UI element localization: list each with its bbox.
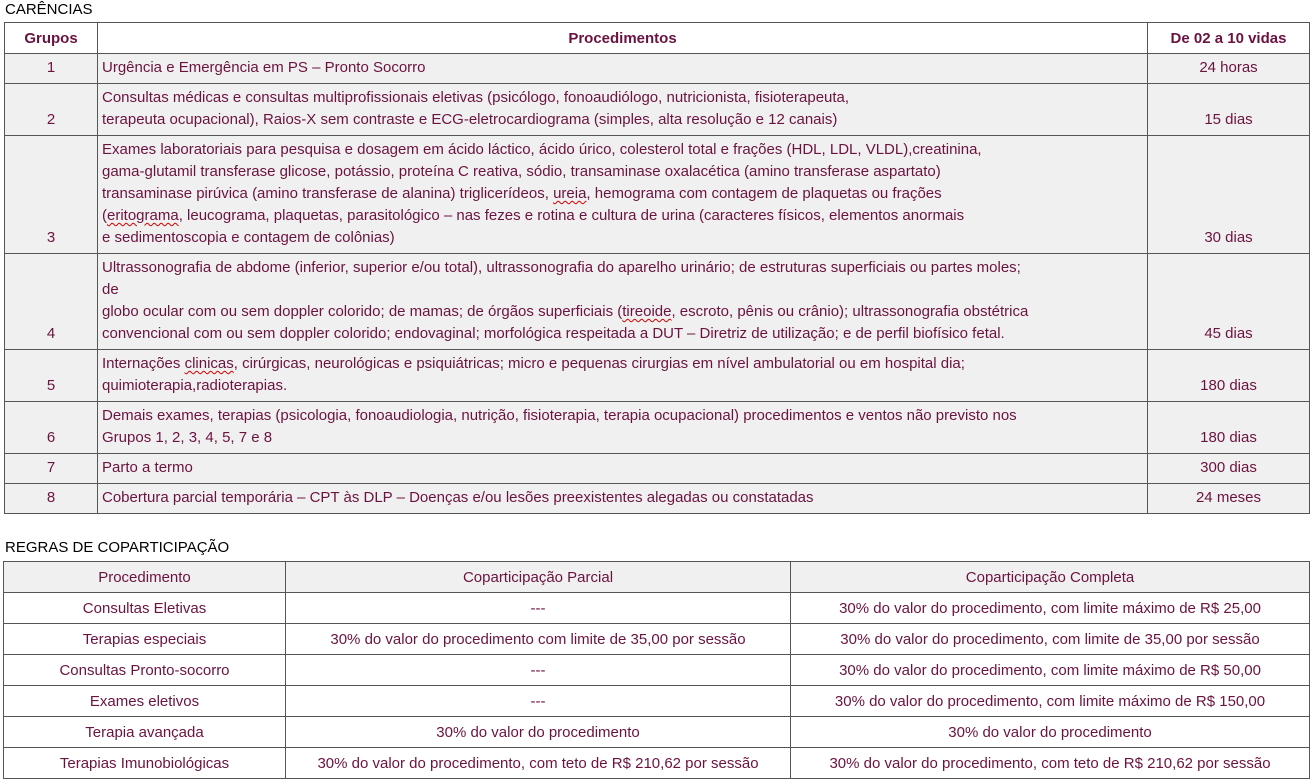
table-row	[4, 655, 1310, 686]
procedimento-cell: Terapia avançada	[4, 717, 286, 748]
coparticipacao-header-row	[4, 562, 1310, 593]
procedimento-line: terapeuta ocupacional), Raios-X sem contraste e ECG-eletrocardiograma (simples, alta resolução e 12 canais)	[102, 111, 838, 128]
procedimento-line: Urgência e Emergência em PS – Pronto Socorro	[102, 59, 426, 76]
table-row	[5, 484, 1310, 514]
procedimento-line: quimioterapia,radioterapias.	[102, 377, 288, 394]
table-row	[5, 402, 1310, 454]
procedimento-line: transaminase pirúvica (amino transferase de alanina) triglicerídeos, ureia, hemograma com contagem de plaquetas ou frações	[102, 185, 942, 202]
header-prazo: De 02 a 10 vidas	[1148, 23, 1310, 54]
prazo-cell: 180 dias	[1148, 402, 1310, 454]
procedimento-line: e sedimentoscopia e contagem de colônias)	[102, 229, 395, 246]
parcial-cell: ---	[286, 686, 791, 717]
grupo-cell: 1	[5, 54, 98, 84]
table-row	[5, 54, 1310, 84]
table-row	[4, 717, 1310, 748]
table-row	[4, 624, 1310, 655]
carencias-header-row	[5, 23, 1310, 54]
procedimento-line: Consultas médicas e consultas multiprofissionais eletivas (psicólogo, fonoaudiólogo, nutricionista, fisioterapeuta,	[102, 89, 850, 106]
carencias-body	[5, 54, 1310, 514]
grupo-cell: 2	[5, 84, 98, 136]
procedimento-line: (eritograma, leucograma, plaquetas, parasitológico – nas fezes e rotina e cultura de urina (caracteres físicos, elementos anormais	[102, 207, 965, 224]
parcial-cell: ---	[286, 593, 791, 624]
grupo-cell: 4	[5, 254, 98, 350]
grupo-cell: 3	[5, 136, 98, 254]
procedimento-cell: Consultas Pronto-socorro	[4, 655, 286, 686]
procedimento-line: globo ocular com ou sem doppler colorido; de mamas; de órgãos superficiais (tireoide, escroto, pênis ou crânio); ultrassonografia obstétrica	[102, 303, 1029, 320]
procedimento-line: de	[102, 281, 119, 298]
procedimento-line: gama-glutamil transferase glicose, potássio, proteína C reativa, sódio, transaminase oxalacética (amino transferase aspartato)	[102, 163, 941, 180]
carencias-title: CARÊNCIAS	[5, 1, 93, 18]
procedimentos-cell	[98, 54, 1148, 84]
procedimento-line: Ultrassonografia de abdome (inferior, superior e/ou total), ultrassonografia do aparelho urinário; de estruturas superficiais ou partes moles;	[102, 259, 1021, 276]
procedimentos-cell	[98, 84, 1148, 136]
procedimento-line: Exames laboratoriais para pesquisa e dosagem em ácido láctico, ácido úrico, colesterol total e frações (HDL, LDL, VLDL),creatinina,	[102, 141, 982, 158]
completa-cell: 30% do valor do procedimento, com teto de R$ 210,62 por sessão	[791, 748, 1310, 779]
procedimentos-cell	[98, 402, 1148, 454]
parcial-cell: 30% do valor do procedimento com limite de 35,00 por sessão	[286, 624, 791, 655]
procedimento-cell: Consultas Eletivas	[4, 593, 286, 624]
completa-cell: 30% do valor do procedimento, com limite máximo de R$ 50,00	[791, 655, 1310, 686]
prazo-cell: 24 horas	[1148, 54, 1310, 84]
completa-cell: 30% do valor do procedimento	[791, 717, 1310, 748]
procedimento-line: Parto a termo	[102, 459, 193, 476]
header-grupos: Grupos	[5, 23, 98, 54]
header-procedimento: Procedimento	[4, 562, 286, 593]
procedimento-cell: Exames eletivos	[4, 686, 286, 717]
procedimento-cell: Terapias especiais	[4, 624, 286, 655]
parcial-cell: 30% do valor do procedimento, com teto de R$ 210,62 por sessão	[286, 748, 791, 779]
procedimento-cell: Terapias Imunobiológicas	[4, 748, 286, 779]
prazo-cell: 15 dias	[1148, 84, 1310, 136]
procedimentos-cell	[98, 136, 1148, 254]
parcial-cell: 30% do valor do procedimento	[286, 717, 791, 748]
table-row	[4, 748, 1310, 779]
procedimento-line: convencional com ou sem doppler colorido; endovaginal; morfológica respeitada a DUT – Diretriz de utilização; e de perfil biofísico fetal.	[102, 325, 1005, 342]
prazo-cell: 300 dias	[1148, 454, 1310, 484]
grupo-cell: 8	[5, 484, 98, 514]
table-row	[4, 593, 1310, 624]
header-procedimentos: Procedimentos	[98, 23, 1148, 54]
grupo-cell: 5	[5, 350, 98, 402]
carencias-table	[4, 22, 1310, 514]
prazo-cell: 24 meses	[1148, 484, 1310, 514]
coparticipacao-body	[4, 562, 1310, 779]
header-parcial: Coparticipação Parcial	[286, 562, 791, 593]
grupo-cell: 6	[5, 402, 98, 454]
prazo-cell: 45 dias	[1148, 254, 1310, 350]
procedimento-line: Demais exames, terapias (psicologia, fonoaudiologia, nutrição, fisioterapia, terapia ocupacional) procedimentos e ventos não previsto nos	[102, 407, 1017, 424]
completa-cell: 30% do valor do procedimento, com limite de 35,00 por sessão	[791, 624, 1310, 655]
prazo-cell: 30 dias	[1148, 136, 1310, 254]
procedimentos-cell	[98, 484, 1148, 514]
table-row	[5, 254, 1310, 350]
procedimento-line: Internações clinicas, cirúrgicas, neurológicas e psiquiátricas; micro e pequenas cirurgias em nível ambulatorial ou em hospital dia;	[102, 355, 965, 372]
coparticipacao-title: REGRAS DE COPARTICIPAÇÃO	[5, 539, 230, 556]
parcial-cell: ---	[286, 655, 791, 686]
procedimento-line: Grupos 1, 2, 3, 4, 5, 7 e 8	[102, 429, 273, 446]
table-row	[4, 686, 1310, 717]
header-completa: Coparticipação Completa	[791, 562, 1310, 593]
procedimentos-cell	[98, 350, 1148, 402]
completa-cell: 30% do valor do procedimento, com limite máximo de R$ 25,00	[791, 593, 1310, 624]
procedimentos-cell	[98, 254, 1148, 350]
table-row	[5, 84, 1310, 136]
grupo-cell: 7	[5, 454, 98, 484]
coparticipacao-table	[3, 561, 1310, 779]
procedimento-line: Cobertura parcial temporária – CPT às DLP – Doenças e/ou lesões preexistentes alegadas ou constatadas	[102, 489, 814, 506]
completa-cell: 30% do valor do procedimento, com limite máximo de R$ 150,00	[791, 686, 1310, 717]
table-row	[5, 350, 1310, 402]
table-row	[5, 454, 1310, 484]
procedimentos-cell	[98, 454, 1148, 484]
prazo-cell: 180 dias	[1148, 350, 1310, 402]
table-row	[5, 136, 1310, 254]
